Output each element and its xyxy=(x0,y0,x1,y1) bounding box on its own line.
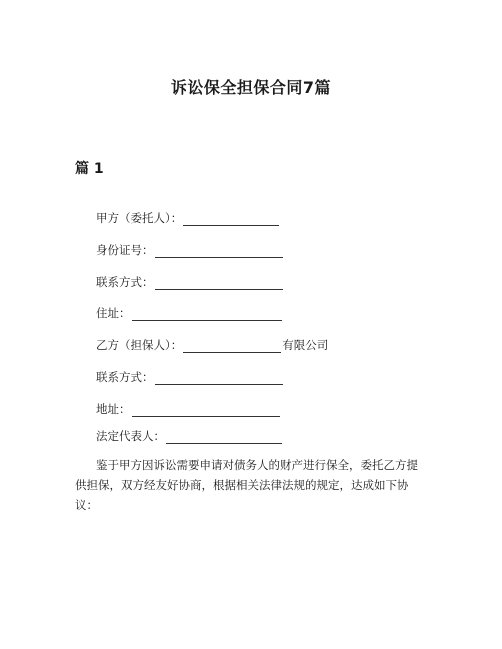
intro-paragraph: 鉴于甲方因诉讼需要申请对债务人的财产进行保全，委托乙方提供担保，双方经友好协商，根据相关法律法规的规定，达成如下协议： xyxy=(75,458,418,512)
field-label: 地址： xyxy=(96,402,131,416)
field-party-b xyxy=(96,337,328,353)
field-contact-a xyxy=(96,274,283,290)
field-label: 联系方式： xyxy=(96,370,154,384)
fill-in-blank xyxy=(166,431,282,444)
field-address-a xyxy=(96,305,282,321)
field-label: 联系方式： xyxy=(96,275,154,289)
fill-in-blank xyxy=(183,340,281,353)
section-heading: 篇 1 xyxy=(75,161,104,177)
field-id-number xyxy=(96,242,283,258)
fill-in-blank xyxy=(155,372,283,385)
field-label: 法定代表人： xyxy=(96,429,165,443)
field-label: 身份证号： xyxy=(96,243,154,257)
fill-in-blank xyxy=(183,213,279,226)
field-label: 乙方（担保人）： xyxy=(96,338,183,352)
document-title: 诉讼保全担保合同7篇 xyxy=(170,78,332,97)
field-label: 住址： xyxy=(96,306,131,320)
fill-in-blank xyxy=(155,277,283,290)
field-contact-b xyxy=(96,369,283,385)
field-party-a xyxy=(96,210,279,226)
fill-in-blank xyxy=(132,308,282,321)
fill-in-blank xyxy=(132,404,280,417)
fill-in-blank xyxy=(155,245,283,258)
field-label: 甲方（委托人）： xyxy=(96,211,183,225)
field-legal-rep xyxy=(96,428,282,444)
field-address-b xyxy=(96,401,280,417)
field-suffix: 有限公司 xyxy=(282,338,329,352)
